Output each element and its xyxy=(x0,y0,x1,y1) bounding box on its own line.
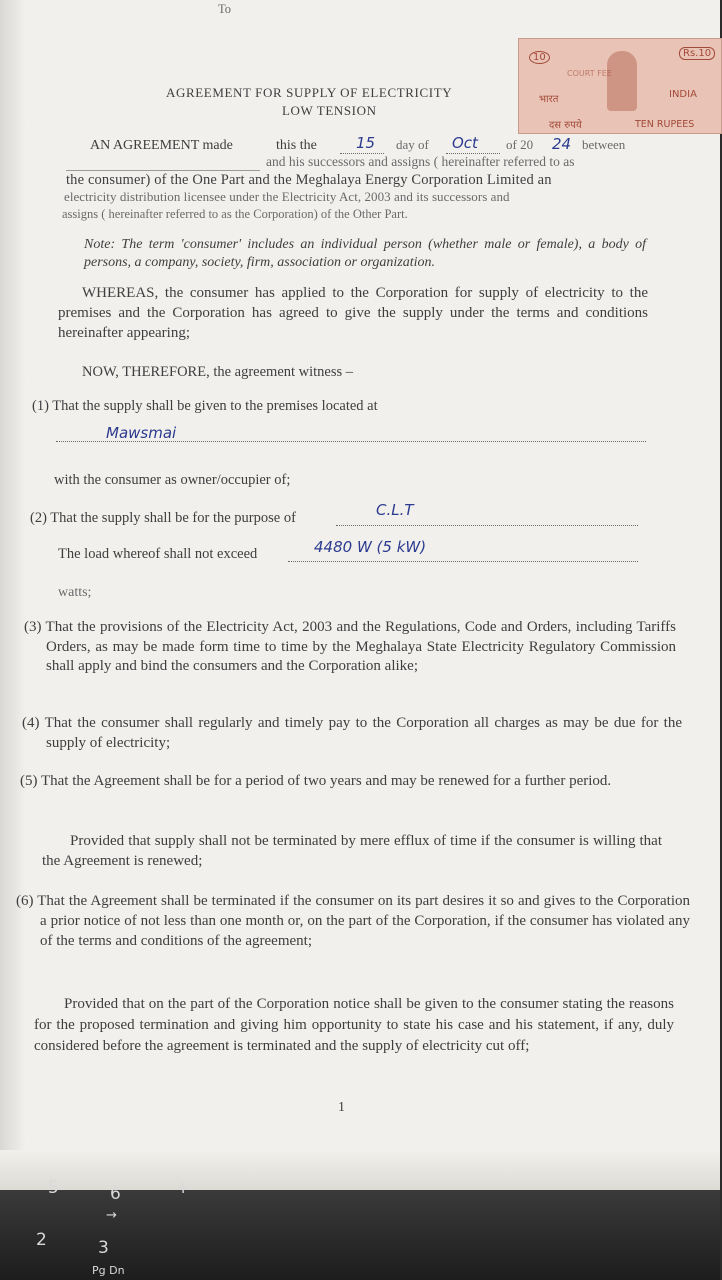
page-bottom-shadow xyxy=(0,1150,720,1190)
load-value: 4480 W (5 kW) xyxy=(314,538,427,556)
clause-3: (3) That the provisions of the Electricity Act, 2003 and the Regulations, Code and Orders, including Tariffs Orders, as may be made form time to time by the Meghalaya State Electricity Regulatory Commission shall apply and bind the consumers and the Corporation alike; xyxy=(24,619,676,674)
arrow-right-icon: → xyxy=(106,1208,117,1223)
purpose-blank xyxy=(336,525,638,526)
key-6: 6 xyxy=(110,1184,121,1204)
opening-line-2: and his successors and assigns ( hereinafter referred to as xyxy=(266,154,575,169)
note-paragraph: Note: The term 'consumer' includes an individual person (whether male or female), a body of persons, a company, society, firm, association or organization. xyxy=(84,237,646,270)
title-line-2: LOW TENSION xyxy=(282,103,377,118)
emblem-icon xyxy=(607,51,637,111)
purpose-value: C.L.T xyxy=(376,501,414,519)
opening-this-the: this the xyxy=(276,138,317,153)
revenue-stamp xyxy=(518,38,722,134)
clause-4: (4) That the consumer shall regularly and timely pay to the Corporation all charges as may be due for the supply of electricity; xyxy=(22,715,682,751)
stamp-ten-rupees: TEN RUPEES xyxy=(635,119,695,130)
key-2: 2 xyxy=(36,1230,47,1250)
page-shadow xyxy=(0,0,26,1190)
opening-line-5: assigns ( hereinafter referred to as the Corporation) of the Other Part. xyxy=(62,207,408,221)
keyboard-background xyxy=(0,1178,720,1280)
consumer-name-blank xyxy=(66,170,260,171)
key-5: 5 xyxy=(48,1178,59,1198)
opening-of: of 20 xyxy=(506,137,534,152)
opening-between: between xyxy=(582,137,626,152)
stamp-bharat: भारत xyxy=(539,94,559,105)
title-line-1: AGREEMENT FOR SUPPLY OF ELECTRICITY xyxy=(166,85,453,100)
proviso-6: Provided that on the part of the Corporation notice shall be given to the consumer stating the reasons for the proposed termination and giving him opportunity to state his case and his statement, if any, duly considered before the agreement is terminated and the supply of electricity cut off; xyxy=(34,996,674,1054)
day-value: 15 xyxy=(356,134,376,152)
key-3: 3 xyxy=(98,1238,109,1258)
key-pgdn: Pg Dn xyxy=(92,1264,125,1277)
whereas-paragraph: WHEREAS, the consumer has applied to the Corporation for supply of electricity to the premises and the Corporation has agreed to give the supply under the terms and conditions hereinafter appearing; xyxy=(58,285,648,341)
clause-1-owner-line: with the consumer as owner/occupier of; xyxy=(54,472,291,488)
location-value: Mawsmai xyxy=(106,424,177,442)
clause-2-text: (2) That the supply shall be for the purpose of xyxy=(30,510,296,526)
stamp-india: INDIA xyxy=(669,89,697,100)
month-value: Oct xyxy=(452,134,478,152)
year-value: 24 xyxy=(552,135,572,153)
key-plus: + xyxy=(176,1178,191,1198)
clause-5: (5) That the Agreement shall be for a period of two years and may be renewed for a further period. xyxy=(20,773,612,789)
opening-prefix: AN AGREEMENT made xyxy=(90,138,233,153)
clause-2-watts: watts; xyxy=(58,585,92,600)
load-blank xyxy=(288,561,638,562)
stamp-value-left: 10 xyxy=(529,51,550,64)
opening-day-of: day of xyxy=(396,137,429,152)
stamp-court: COURT FEE xyxy=(567,69,612,78)
page-number: 1 xyxy=(338,1100,345,1115)
stamp-hindi-ten: दस रुपये xyxy=(549,120,582,131)
proviso-5: Provided that supply shall not be terminated by mere efflux of time if the consumer is willing that the Agreement is renewed; xyxy=(42,833,662,869)
top-fragment: To xyxy=(218,2,232,16)
opening-line-4: electricity distribution licensee under the Electricity Act, 2003 and its successors and xyxy=(64,189,510,204)
clause-1-text: (1) That the supply shall be given to the premises located at xyxy=(32,398,378,414)
now-therefore: NOW, THEREFORE, the agreement witness – xyxy=(82,364,354,380)
clause-2-load-text: The load whereof shall not exceed xyxy=(58,546,258,562)
stamp-value-right: Rs.10 xyxy=(679,47,715,60)
opening-line-3: the consumer) of the One Part and the Meghalaya Energy Corporation Limited an xyxy=(66,172,552,188)
clause-6: (6) That the Agreement shall be terminated if the consumer on its part desires it so and gives to the Corporation a prior notice of not less than one month or, on the part of the Corporation, if the consumer has violated any of the terms and conditions of the agreement; xyxy=(16,893,690,949)
